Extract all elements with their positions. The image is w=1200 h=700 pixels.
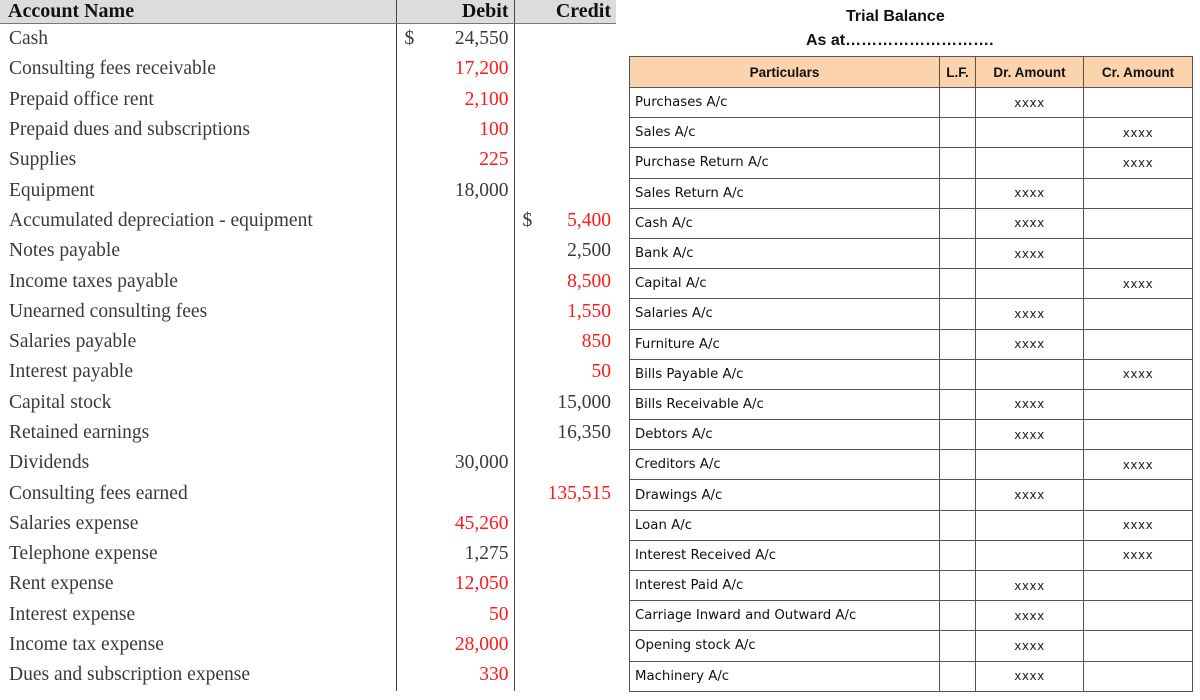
debit-cell bbox=[396, 266, 514, 296]
ledger-body bbox=[0, 24, 616, 691]
ledger-row bbox=[0, 357, 616, 387]
debit-amount: 225 bbox=[479, 149, 509, 171]
lf-cell bbox=[940, 148, 976, 178]
account-name: Salaries expense bbox=[0, 509, 396, 539]
ledger-row bbox=[0, 266, 616, 296]
debit-amount: 28,000 bbox=[454, 634, 509, 656]
ledger-row bbox=[0, 236, 616, 266]
ledger-row bbox=[0, 569, 616, 599]
dr-amount-cell: xxxx bbox=[976, 208, 1084, 238]
particular-name: Creditors A/c bbox=[630, 450, 940, 480]
credit-cell bbox=[514, 630, 616, 660]
account-name: Dividends bbox=[0, 448, 396, 478]
account-name: Income taxes payable bbox=[0, 266, 396, 296]
particular-name: Carriage Inward and Outward A/c bbox=[630, 601, 940, 631]
cr-amount-cell bbox=[1084, 631, 1193, 661]
cr-amount-cell bbox=[1084, 601, 1193, 631]
trial-balance-row bbox=[630, 269, 1193, 299]
account-name: Rent expense bbox=[0, 569, 396, 599]
credit-cell bbox=[514, 660, 616, 690]
debit-amount: 100 bbox=[479, 119, 509, 141]
trial-balance-row bbox=[630, 661, 1193, 691]
lf-cell bbox=[940, 359, 976, 389]
particular-name: Bills Payable A/c bbox=[630, 359, 940, 389]
cr-amount-cell bbox=[1084, 178, 1193, 208]
ledger-row bbox=[0, 478, 616, 508]
dr-amount-cell: xxxx bbox=[976, 238, 1084, 268]
dr-amount-header: Dr. Amount bbox=[976, 57, 1084, 88]
credit-cell bbox=[514, 600, 616, 630]
ledger-row bbox=[0, 297, 616, 327]
ledger-row bbox=[0, 145, 616, 175]
dr-amount-cell: xxxx bbox=[976, 88, 1084, 118]
debit-cell bbox=[396, 115, 514, 145]
credit-header: Credit bbox=[514, 0, 616, 24]
particular-name: Machinery A/c bbox=[630, 661, 940, 691]
trial-balance-date-line: As at………………………. bbox=[806, 32, 994, 49]
debit-cell bbox=[396, 448, 514, 478]
currency-symbol: $ bbox=[404, 28, 415, 49]
account-name: Consulting fees receivable bbox=[0, 54, 396, 84]
cr-amount-cell bbox=[1084, 389, 1193, 419]
cr-amount-cell bbox=[1084, 571, 1193, 601]
debit-cell bbox=[396, 509, 514, 539]
dr-amount-cell: xxxx bbox=[976, 601, 1084, 631]
ledger-header-row bbox=[0, 0, 616, 24]
particulars-header: Particulars bbox=[630, 57, 940, 88]
cr-amount-cell: xxxx bbox=[1084, 148, 1193, 178]
currency-symbol: $ bbox=[522, 209, 533, 231]
trial-balance-row bbox=[630, 480, 1193, 510]
particular-name: Sales Return A/c bbox=[630, 178, 940, 208]
credit-amount: 2,500 bbox=[567, 240, 611, 262]
account-name: Unearned consulting fees bbox=[0, 297, 396, 327]
debit-cell bbox=[396, 85, 514, 115]
account-name: Telephone expense bbox=[0, 539, 396, 569]
debit-header: Debit bbox=[396, 0, 514, 24]
debit-amount: 17,200 bbox=[454, 58, 509, 80]
ledger-row bbox=[0, 115, 616, 145]
credit-cell bbox=[514, 357, 616, 387]
credit-amount: 850 bbox=[581, 331, 611, 353]
cr-amount-cell: xxxx bbox=[1084, 269, 1193, 299]
credit-cell bbox=[514, 266, 616, 296]
account-name: Supplies bbox=[0, 145, 396, 175]
cr-amount-cell bbox=[1084, 661, 1193, 691]
credit-amount: 16,350 bbox=[557, 422, 611, 443]
ledger-row bbox=[0, 327, 616, 357]
trial-balance-row bbox=[630, 510, 1193, 540]
lf-cell bbox=[940, 661, 976, 691]
dr-amount-cell: xxxx bbox=[976, 480, 1084, 510]
cr-amount-cell: xxxx bbox=[1084, 540, 1193, 570]
debit-cell bbox=[396, 388, 514, 418]
lf-cell bbox=[940, 450, 976, 480]
cr-amount-cell bbox=[1084, 88, 1193, 118]
particular-name: Sales A/c bbox=[630, 118, 940, 148]
trial-balance-title: Trial Balance bbox=[846, 8, 945, 25]
dr-amount-cell: xxxx bbox=[976, 661, 1084, 691]
cr-amount-cell bbox=[1084, 208, 1193, 238]
credit-cell bbox=[514, 175, 616, 205]
particular-name: Loan A/c bbox=[630, 510, 940, 540]
dr-amount-cell: xxxx bbox=[976, 329, 1084, 359]
lf-cell bbox=[940, 238, 976, 268]
debit-cell bbox=[396, 145, 514, 175]
lf-cell bbox=[940, 269, 976, 299]
trial-balance-table bbox=[629, 56, 1193, 692]
ledger-row bbox=[0, 509, 616, 539]
trial-balance-row bbox=[630, 299, 1193, 329]
account-name: Cash bbox=[0, 24, 396, 55]
debit-cell bbox=[396, 54, 514, 84]
lf-cell bbox=[940, 208, 976, 238]
trial-balance-row bbox=[630, 118, 1193, 148]
dr-amount-cell bbox=[976, 540, 1084, 570]
particular-name: Capital A/c bbox=[630, 269, 940, 299]
trial-balance-row bbox=[630, 631, 1193, 661]
ledger-row bbox=[0, 206, 616, 236]
lf-cell bbox=[940, 510, 976, 540]
cr-amount-cell: xxxx bbox=[1084, 359, 1193, 389]
trial-balance-row bbox=[630, 238, 1193, 268]
ledger-row bbox=[0, 85, 616, 115]
account-name: Consulting fees earned bbox=[0, 478, 396, 508]
dr-amount-cell: xxxx bbox=[976, 389, 1084, 419]
ledger-row bbox=[0, 660, 616, 690]
credit-cell bbox=[514, 539, 616, 569]
cr-amount-cell bbox=[1084, 480, 1193, 510]
dr-amount-cell: xxxx bbox=[976, 420, 1084, 450]
particular-name: Debtors A/c bbox=[630, 420, 940, 450]
ledger-row bbox=[0, 54, 616, 84]
lf-cell bbox=[940, 118, 976, 148]
trial-balance-row bbox=[630, 208, 1193, 238]
ledger-row bbox=[0, 418, 616, 448]
debit-cell bbox=[396, 569, 514, 599]
debit-amount: 24,550 bbox=[454, 28, 509, 50]
lf-cell bbox=[940, 178, 976, 208]
debit-cell bbox=[396, 600, 514, 630]
credit-amount: 15,000 bbox=[557, 391, 611, 413]
particular-name: Drawings A/c bbox=[630, 480, 940, 510]
debit-cell bbox=[396, 539, 514, 569]
trial-balance-row bbox=[630, 148, 1193, 178]
particular-name: Bank A/c bbox=[630, 238, 940, 268]
trial-balance-row bbox=[630, 420, 1193, 450]
credit-cell bbox=[514, 85, 616, 115]
account-name: Equipment bbox=[0, 175, 396, 205]
debit-cell bbox=[396, 297, 514, 327]
dr-amount-cell bbox=[976, 450, 1084, 480]
debit-cell bbox=[396, 478, 514, 508]
cr-amount-cell: xxxx bbox=[1084, 510, 1193, 540]
ledger-row bbox=[0, 175, 616, 205]
credit-cell bbox=[514, 509, 616, 539]
credit-cell bbox=[514, 236, 616, 266]
trial-balance-panel bbox=[616, 0, 1200, 700]
lf-header: L.F. bbox=[940, 57, 976, 88]
ledger-row bbox=[0, 600, 616, 630]
trial-balance-row bbox=[630, 178, 1193, 208]
cr-amount-cell bbox=[1084, 299, 1193, 329]
trial-balance-header-row bbox=[630, 57, 1193, 88]
dr-amount-cell bbox=[976, 359, 1084, 389]
dr-amount-cell bbox=[976, 148, 1084, 178]
credit-amount: 1,550 bbox=[567, 300, 611, 322]
cr-amount-cell: xxxx bbox=[1084, 450, 1193, 480]
cr-amount-cell bbox=[1084, 238, 1193, 268]
credit-cell bbox=[514, 448, 616, 478]
debit-amount: 2,100 bbox=[464, 88, 509, 110]
credit-cell bbox=[514, 327, 616, 357]
particular-name: Interest Received A/c bbox=[630, 540, 940, 570]
account-name-header: Account Name bbox=[0, 0, 396, 24]
ledger-row bbox=[0, 448, 616, 478]
account-name: Salaries payable bbox=[0, 327, 396, 357]
trial-balance-row bbox=[630, 571, 1193, 601]
debit-cell bbox=[396, 236, 514, 266]
particular-name: Salaries A/c bbox=[630, 299, 940, 329]
debit-cell bbox=[396, 630, 514, 660]
particular-name: Bills Receivable A/c bbox=[630, 389, 940, 419]
particular-name: Opening stock A/c bbox=[630, 631, 940, 661]
debit-cell bbox=[396, 357, 514, 387]
credit-amount: 50 bbox=[591, 361, 611, 383]
debit-cell bbox=[396, 418, 514, 448]
credit-cell bbox=[514, 54, 616, 84]
trial-balance-row bbox=[630, 329, 1193, 359]
lf-cell bbox=[940, 631, 976, 661]
dr-amount-cell bbox=[976, 118, 1084, 148]
debit-cell bbox=[396, 206, 514, 236]
lf-cell bbox=[940, 540, 976, 570]
lf-cell bbox=[940, 329, 976, 359]
lf-cell bbox=[940, 299, 976, 329]
debit-cell bbox=[396, 175, 514, 205]
debit-amount: 1,275 bbox=[464, 543, 509, 565]
account-name: Capital stock bbox=[0, 388, 396, 418]
lf-cell bbox=[940, 571, 976, 601]
particular-name: Furniture A/c bbox=[630, 329, 940, 359]
credit-cell bbox=[514, 145, 616, 175]
debit-cell bbox=[396, 660, 514, 690]
debit-amount: 45,260 bbox=[454, 512, 509, 534]
account-name: Retained earnings bbox=[0, 418, 396, 448]
trial-balance-row bbox=[630, 88, 1193, 118]
particular-name: Interest Paid A/c bbox=[630, 571, 940, 601]
ledger-row bbox=[0, 630, 616, 660]
lf-cell bbox=[940, 420, 976, 450]
dr-amount-cell: xxxx bbox=[976, 299, 1084, 329]
dr-amount-cell: xxxx bbox=[976, 631, 1084, 661]
ledger-row bbox=[0, 24, 616, 55]
dr-amount-cell: xxxx bbox=[976, 571, 1084, 601]
trial-balance-body bbox=[630, 88, 1193, 692]
lf-cell bbox=[940, 480, 976, 510]
particular-name: Purchases A/c bbox=[630, 88, 940, 118]
trial-balance-row bbox=[630, 389, 1193, 419]
debit-cell bbox=[396, 24, 514, 55]
trial-balance-row bbox=[630, 450, 1193, 480]
debit-amount: 50 bbox=[489, 603, 509, 625]
cr-amount-header: Cr. Amount bbox=[1084, 57, 1193, 88]
credit-cell bbox=[514, 115, 616, 145]
credit-cell bbox=[514, 418, 616, 448]
credit-cell bbox=[514, 388, 616, 418]
debit-amount: 330 bbox=[479, 664, 509, 686]
account-name: Accumulated depreciation - equipment bbox=[0, 206, 396, 236]
dr-amount-cell bbox=[976, 269, 1084, 299]
trial-balance-row bbox=[630, 601, 1193, 631]
credit-cell bbox=[514, 297, 616, 327]
account-name: Income tax expense bbox=[0, 630, 396, 660]
credit-cell bbox=[514, 24, 616, 55]
lf-cell bbox=[940, 601, 976, 631]
trial-balance-row bbox=[630, 540, 1193, 570]
ledger-row bbox=[0, 539, 616, 569]
credit-cell bbox=[514, 206, 616, 236]
account-name: Interest expense bbox=[0, 600, 396, 630]
account-name: Interest payable bbox=[0, 357, 396, 387]
credit-amount: 135,515 bbox=[547, 482, 611, 504]
debit-cell bbox=[396, 327, 514, 357]
particular-name: Purchase Return A/c bbox=[630, 148, 940, 178]
debit-amount: 18,000 bbox=[454, 179, 509, 201]
ledger-row bbox=[0, 388, 616, 418]
account-name: Notes payable bbox=[0, 236, 396, 266]
credit-cell bbox=[514, 478, 616, 508]
account-name: Prepaid dues and subscriptions bbox=[0, 115, 396, 145]
account-name: Dues and subscription expense bbox=[0, 660, 396, 690]
credit-amount: 5,400 bbox=[567, 209, 611, 231]
dr-amount-cell: xxxx bbox=[976, 178, 1084, 208]
cr-amount-cell bbox=[1084, 420, 1193, 450]
cr-amount-cell: xxxx bbox=[1084, 118, 1193, 148]
particular-name: Cash A/c bbox=[630, 208, 940, 238]
lf-cell bbox=[940, 88, 976, 118]
credit-cell bbox=[514, 569, 616, 599]
lf-cell bbox=[940, 389, 976, 419]
debit-amount: 30,000 bbox=[454, 452, 509, 474]
trial-balance-row bbox=[630, 359, 1193, 389]
account-name: Prepaid office rent bbox=[0, 85, 396, 115]
cr-amount-cell bbox=[1084, 329, 1193, 359]
credit-amount: 8,500 bbox=[567, 270, 611, 292]
dr-amount-cell bbox=[976, 510, 1084, 540]
debit-amount: 12,050 bbox=[454, 573, 509, 595]
